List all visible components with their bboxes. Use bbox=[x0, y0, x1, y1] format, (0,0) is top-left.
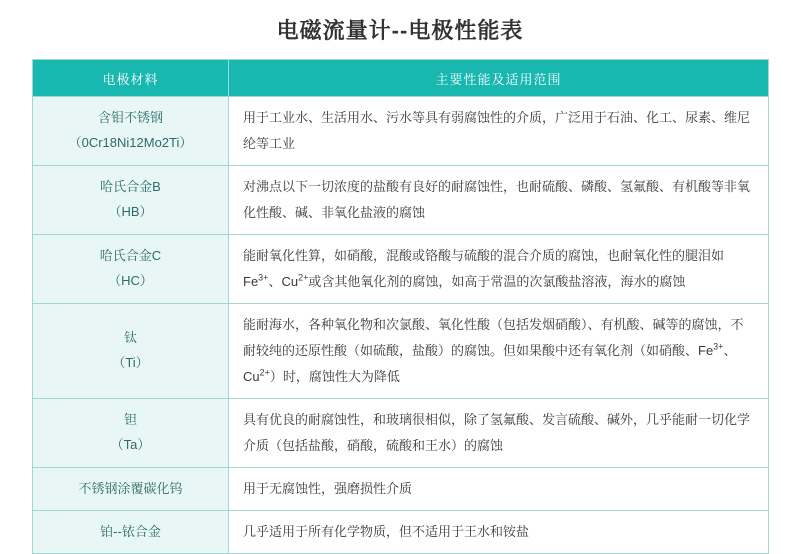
table-row bbox=[33, 166, 769, 235]
material-name: 钛 bbox=[123, 330, 137, 346]
material-code: （HB） bbox=[108, 204, 153, 219]
description-cell bbox=[229, 304, 769, 399]
description-part: 、Cu bbox=[268, 274, 299, 289]
column-header-material: 电极材料 bbox=[33, 60, 229, 97]
material-cell bbox=[33, 235, 229, 304]
table-row bbox=[33, 468, 769, 511]
description-part: 能耐氧化性算，如硝酸，混酸或铬酸与硫酸的混合介质的腐蚀，也耐氧化性的腿泪如Fe bbox=[243, 248, 725, 289]
material-cell bbox=[33, 468, 229, 511]
description-cell: 用于工业水、生活用水、污水等具有弱腐蚀性的介质，广泛用于石油、化工、尿素、维尼纶等工业 bbox=[229, 97, 769, 166]
material-code: （Ti） bbox=[112, 355, 149, 370]
column-header-performance: 主要性能及适用范围 bbox=[229, 60, 769, 97]
description-part: 能耐海水，各种氧化物和次氯酸、氧化性酸（包括发烟硝酸）、有机酸、碱等的腐蚀，不耐较纯的还原性酸（如硫酸，盐酸）的腐蚀。但如果酸中还有氧化剂（如硝酸、Fe bbox=[243, 317, 744, 358]
table-header-row bbox=[33, 60, 769, 97]
description-cell: 具有优良的耐腐蚀性，和玻璃很相似，除了氢氟酸、发言硫酸、碱外，几乎能耐一切化学介质（包括盐酸，硝酸，硫酸和王水）的腐蚀 bbox=[229, 399, 769, 468]
electrode-performance-table bbox=[32, 59, 769, 554]
superscript-charge: 2+ bbox=[259, 367, 270, 378]
table-row bbox=[33, 97, 769, 166]
material-name: 含钼不锈钢 bbox=[97, 110, 163, 126]
superscript-charge: 2+ bbox=[298, 272, 309, 283]
table-row bbox=[33, 235, 769, 304]
material-name: 哈氏合金B bbox=[100, 179, 161, 195]
description-cell bbox=[229, 235, 769, 304]
material-name: 哈氏合金C bbox=[99, 248, 162, 264]
superscript-charge: 3+ bbox=[713, 341, 724, 352]
material-code: （Ta） bbox=[110, 437, 151, 452]
material-name: 不锈钢涂覆碳化钨 bbox=[78, 480, 183, 496]
description-part: 、Cu bbox=[243, 343, 737, 384]
table-row bbox=[33, 511, 769, 554]
description-cell: 对沸点以下一切浓度的盐酸有良好的耐腐蚀性，也耐硫酸、磷酸、氢氟酸、有机酸等非氧化性酸、碱、非氧化盐液的腐蚀 bbox=[229, 166, 769, 235]
material-name: 钽 bbox=[123, 412, 137, 428]
material-cell bbox=[33, 97, 229, 166]
material-name: 铂--铱合金 bbox=[100, 523, 161, 539]
table-row bbox=[33, 304, 769, 399]
superscript-charge: 3+ bbox=[258, 272, 269, 283]
material-cell bbox=[33, 511, 229, 554]
material-code: （0Cr18Ni12Mo2Ti） bbox=[68, 135, 193, 150]
table-row bbox=[33, 399, 769, 468]
material-code: （HC） bbox=[108, 273, 153, 288]
material-cell bbox=[33, 304, 229, 399]
description-part: ）时，腐蚀性大为降低 bbox=[269, 369, 400, 384]
table-container bbox=[32, 59, 768, 554]
description-part: 或含其他氧化剂的腐蚀，如高于常温的次氯酸盐溶液，海水的腐蚀 bbox=[308, 274, 686, 289]
description-cell: 用于无腐蚀性，强磨损性介质 bbox=[229, 468, 769, 511]
page-title: 电磁流量计--电极性能表 bbox=[276, 18, 524, 43]
material-cell bbox=[33, 166, 229, 235]
description-cell: 几乎适用于所有化学物质，但不适用于王水和铵盐 bbox=[229, 511, 769, 554]
material-cell bbox=[33, 399, 229, 468]
